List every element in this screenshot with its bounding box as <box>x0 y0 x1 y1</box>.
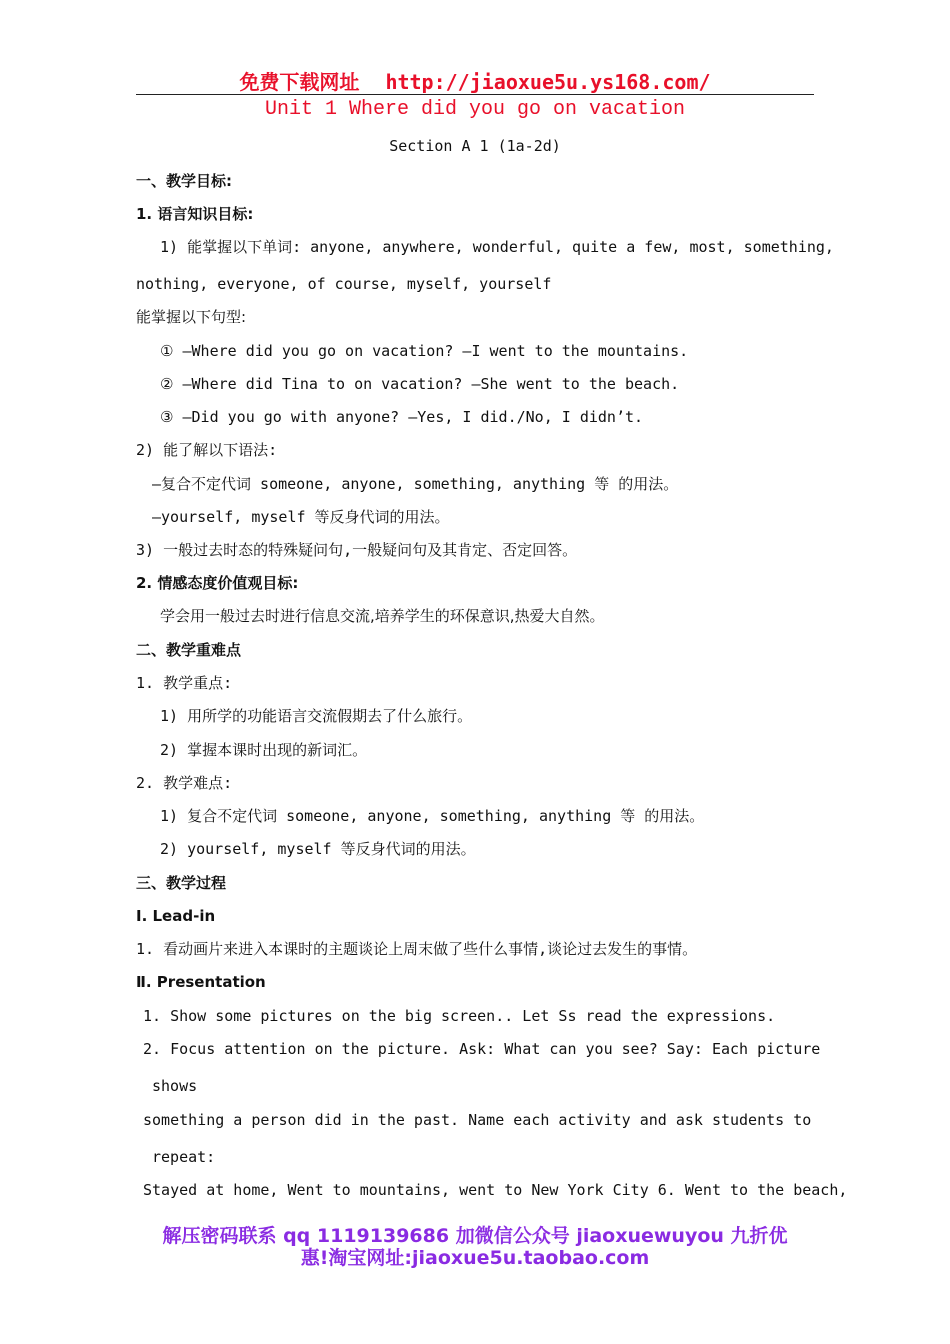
header-banner <box>0 66 950 95</box>
text-line: —yourself, myself 等反身代词的用法。 <box>152 508 450 526</box>
text-line: 2) 能了解以下语法: <box>136 441 278 459</box>
text-line: 1. 语言知识目标: <box>136 205 254 223</box>
text-line: 2. 教学难点: <box>136 774 233 792</box>
text-line: 2. Focus attention on the picture. Ask: What can you see? Say: Each picture <box>143 1040 821 1058</box>
text-line: ③ —Did you go with anyone? —Yes, I did./No, I didn’t. <box>160 408 644 426</box>
header-rule <box>136 94 814 95</box>
text-line: 2) yourself, myself 等反身代词的用法。 <box>160 840 476 858</box>
text-line: 1. Show some pictures on the big screen.. Let Ss read the expressions. <box>143 1007 776 1025</box>
text-line: 1) 能掌握以下单词: anyone, anywhere, wonderful, quite a few, most, something, <box>160 238 834 256</box>
text-line: shows <box>152 1077 198 1095</box>
text-line: ① —Where did you go on vacation? —I went to the mountains. <box>160 342 689 360</box>
header-url-link[interactable]: http://jiaoxue5u.ys168.com/ <box>385 70 711 94</box>
text-line: Stayed at home, Went to mountains, went to New York City 6. Went to the beach, <box>143 1181 848 1199</box>
text-line: repeat: <box>152 1148 216 1166</box>
text-line: 1. 教学重点: <box>136 674 233 692</box>
text-line: 2) 掌握本课时出现的新词汇。 <box>160 741 368 759</box>
text-line: Ⅱ. Presentation <box>136 973 266 991</box>
header-site-label: 免费下载网址 <box>239 70 360 94</box>
document-subtitle: Section A 1 (1a-2d) <box>389 137 561 155</box>
text-line: 三、教学过程 <box>136 874 227 892</box>
text-line: ② —Where did Tina to on vacation? —She went to the beach. <box>160 375 680 393</box>
text-line: 1. 看动画片来进入本课时的主题谈论上周末做了些什么事情,谈论过去发生的事情。 <box>136 940 698 958</box>
text-line: 二、教学重难点 <box>136 641 242 659</box>
text-line: 3) 一般过去时态的特殊疑问句,一般疑问句及其肯定、否定回答。 <box>136 541 578 559</box>
text-line: 一、教学目标: <box>136 172 232 190</box>
text-line: 能掌握以下句型: <box>136 308 247 326</box>
text-line: 1) 复合不定代词 someone, anyone, something, anything 等 的用法。 <box>160 807 705 825</box>
text-line: Ⅰ. Lead-in <box>136 907 216 925</box>
text-line: 学会用一般过去时进行信息交流,培养学生的环保意识,热爱大自然。 <box>160 607 605 625</box>
text-line: 2. 情感态度价值观目标: <box>136 574 299 592</box>
footer-line-2: 惠!淘宝网址:jiaoxue5u.taobao.com <box>300 1247 650 1269</box>
document-title: Unit 1 Where did you go on vacation <box>264 98 686 121</box>
footer-line-1: 解压密码联系 qq 1119139686 加微信公众号 jiaoxuewuyou 九折优 <box>162 1225 788 1247</box>
text-line: 1) 用所学的功能语言交流假期去了什么旅行。 <box>160 707 473 725</box>
text-line: something a person did in the past. Name each activity and ask students to <box>143 1111 812 1129</box>
text-line: —复合不定代词 someone, anyone, something, anything 等 的用法。 <box>152 475 679 493</box>
text-line: nothing, everyone, of course, myself, yourself <box>136 275 552 293</box>
